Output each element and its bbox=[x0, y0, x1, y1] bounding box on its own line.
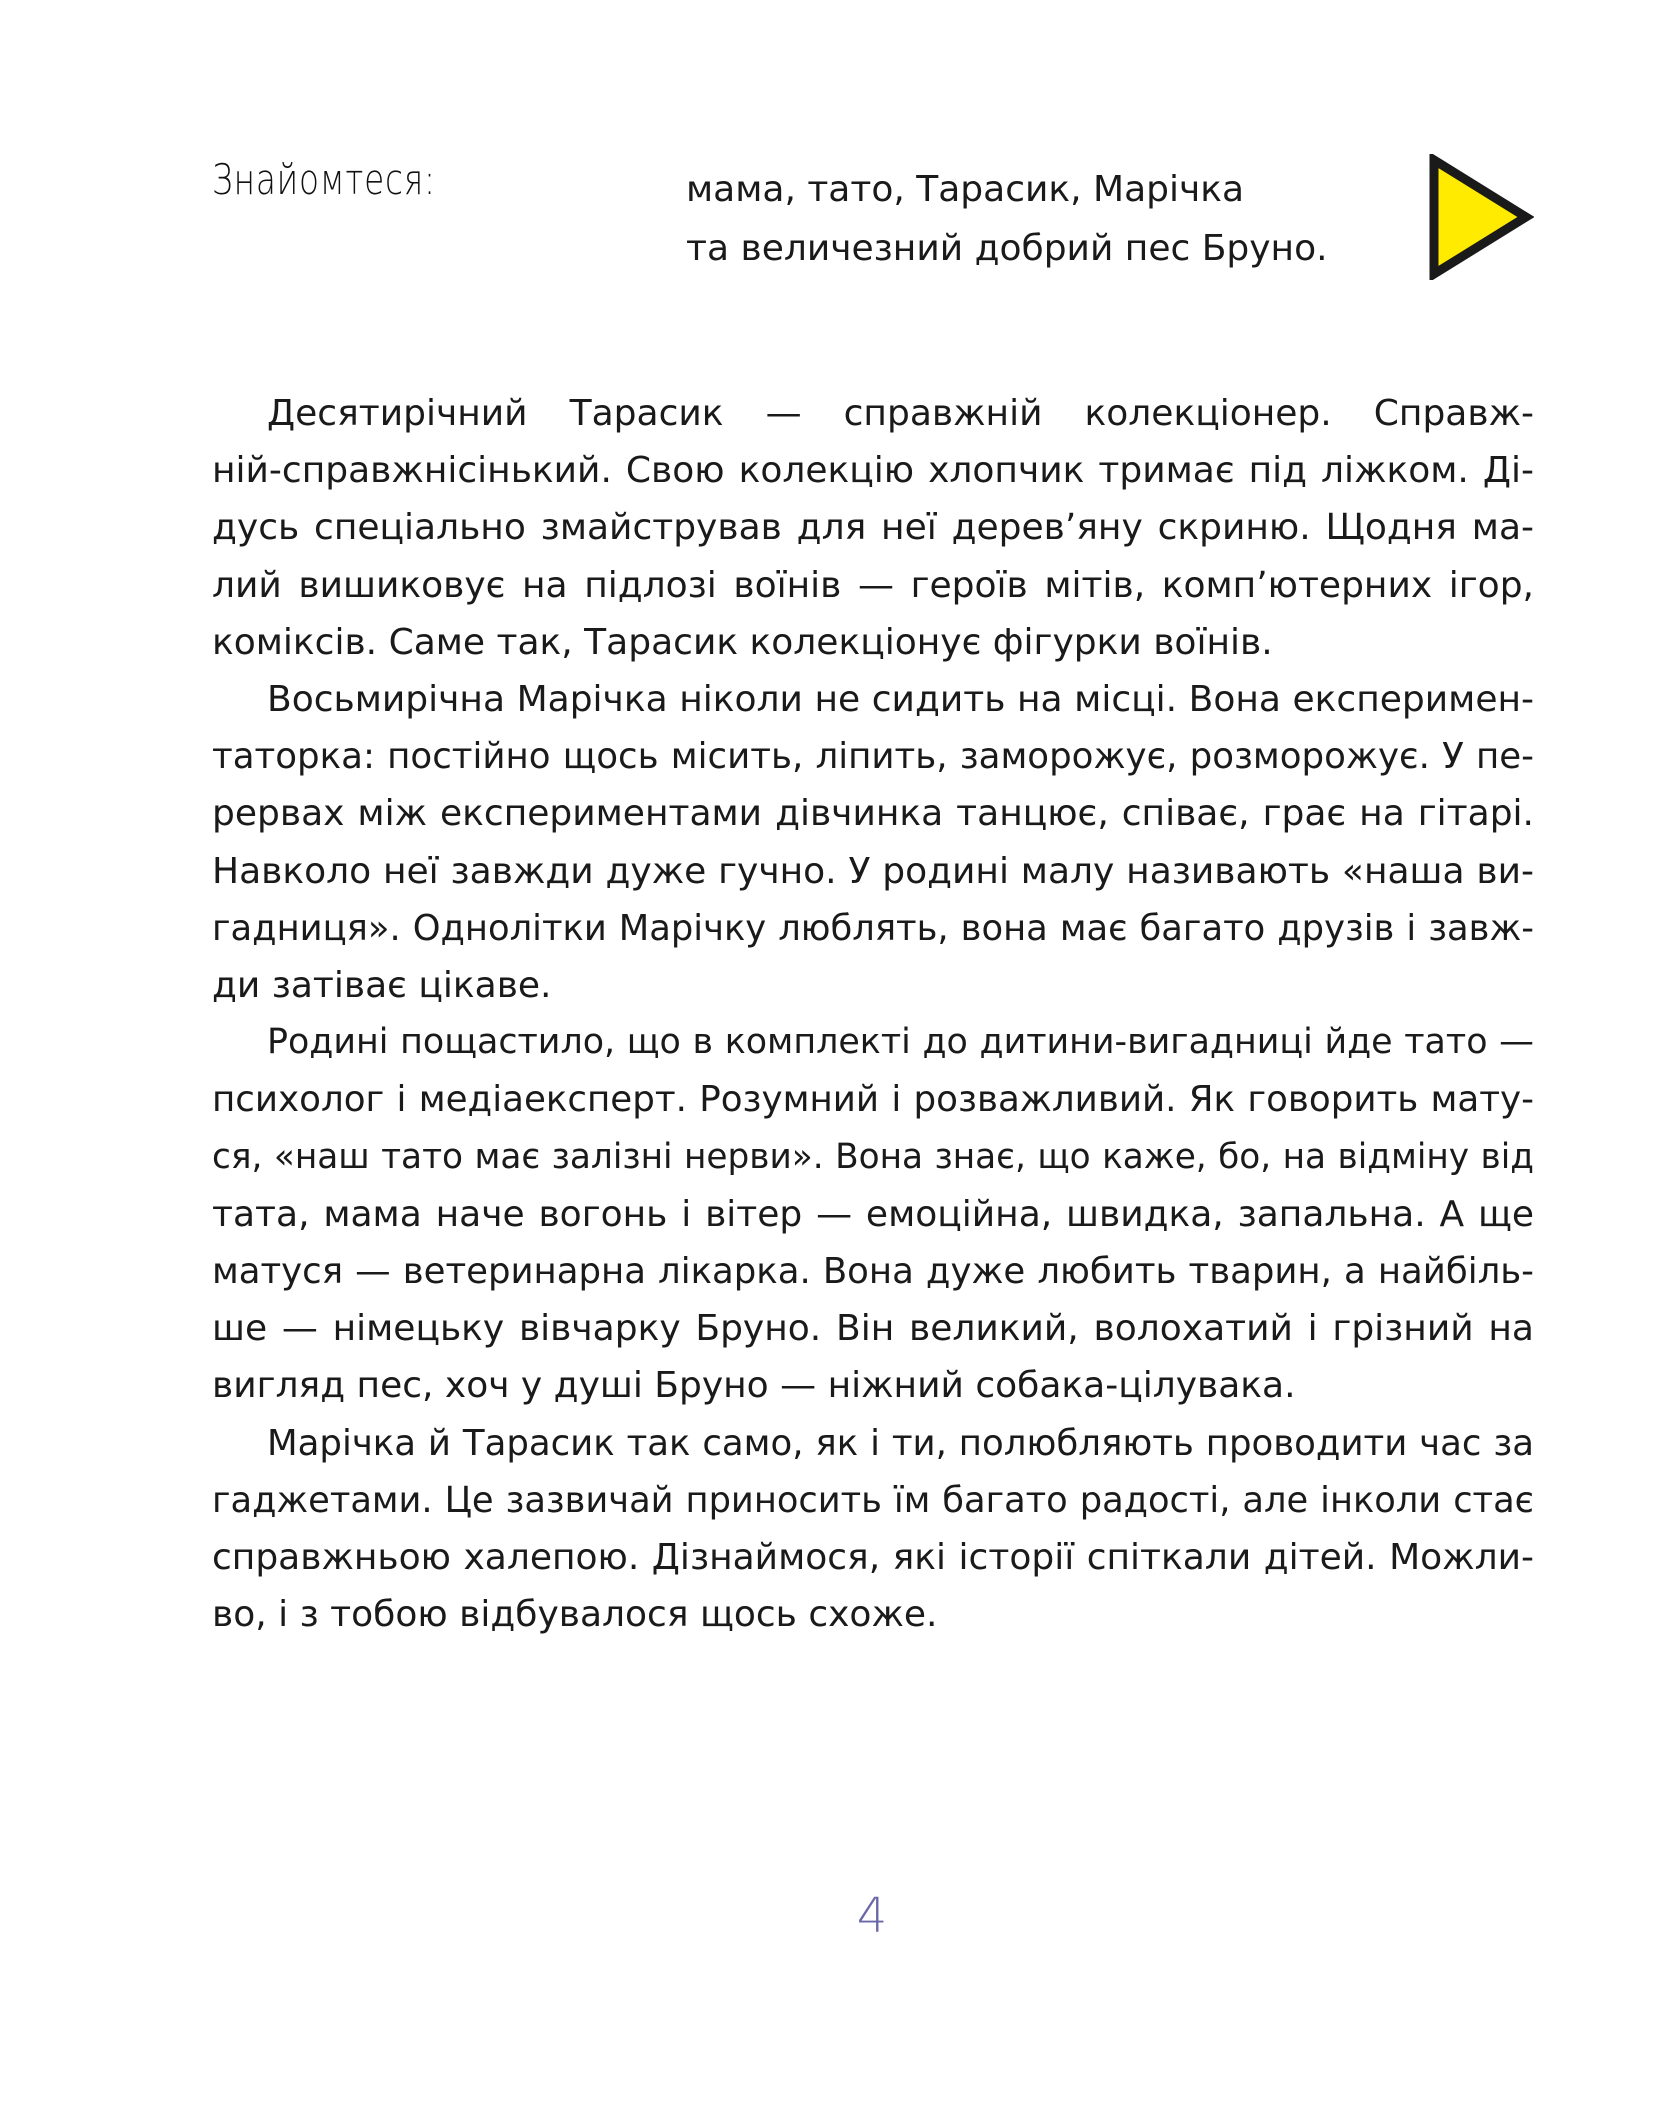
paragraph bbox=[212, 1415, 1534, 1644]
text-line: коміксів. Саме так, Тарасик колекціонує фігурки воїнів. bbox=[212, 621, 1273, 663]
text-line: Восьмирічна Марічка ніколи не сидить на місці. Вона експеримен- bbox=[267, 679, 1534, 721]
text-line: ся, «наш тато має залізні нерви». Вона знає, що каже, бо, на відміну від bbox=[212, 1136, 1534, 1177]
text-line: таторка: постійно щось місить, ліпить, заморожує, розморожує. У пе- bbox=[212, 736, 1534, 778]
text-line: матуся — ветеринарна лікарка. Вона дуже любить тварин, а найбіль- bbox=[212, 1251, 1534, 1293]
text-line: во, і з тобою відбувалося щось схоже. bbox=[212, 1594, 938, 1636]
intro-line: та величезний добрий пес Бруно. bbox=[686, 228, 1328, 269]
text-line: Родині пощастило, що в комплекті до дитини-вигадниці йде тато — bbox=[267, 1022, 1534, 1063]
text-line: тата, мама наче вогонь і вітер — емоційна, швидка, запальна. А ще bbox=[212, 1193, 1534, 1235]
text-line: вигляд пес, хоч у душі Бруно — ніжний собака-цілувака. bbox=[212, 1365, 1296, 1407]
text-line: ди затіває цікаве. bbox=[212, 965, 552, 1007]
paragraph bbox=[212, 1014, 1534, 1414]
intro-cast-list bbox=[686, 160, 1328, 278]
paragraph bbox=[212, 385, 1534, 671]
text-line: лий вишиковує на підлозі воїнів — героїв мітів, комп’ютерних ігор, bbox=[212, 564, 1534, 606]
text-line: дусь спеціально змайстрував для неї дерев’яну скриню. Щодня ма- bbox=[212, 507, 1534, 549]
intro-heading: Знайомтеся: bbox=[212, 155, 436, 204]
text-line: гаджетами. Це зазвичай приносить їм багато радості, але інколи стає bbox=[212, 1479, 1534, 1521]
text-line: рервах між експериментами дівчинка танцює, співає, грає на гітарі. bbox=[212, 793, 1534, 835]
paragraph bbox=[212, 671, 1534, 1014]
arrow-shape bbox=[1434, 160, 1526, 274]
body-text bbox=[212, 385, 1534, 1643]
page-number: 4 bbox=[856, 1888, 888, 1944]
yellow-play-arrow-icon bbox=[1428, 154, 1534, 280]
text-line: Навколо неї завжди дуже гучно. У родині малу називають «наша ви- bbox=[212, 850, 1534, 892]
text-line: Десятирічний Тарасик — справжній колекціонер. Справж- bbox=[267, 393, 1534, 434]
text-line: гадниця». Однолітки Марічку люблять, вона має багато друзів і завж- bbox=[212, 907, 1534, 949]
intro-line: мама, тато, Тарасик, Марічка bbox=[686, 169, 1245, 210]
text-line: справжньою халепою. Дізнаймося, які історії спіткали дітей. Можли- bbox=[212, 1537, 1534, 1579]
text-line: Марічка й Тарасик так само, як і ти, полюбляють проводити час за bbox=[267, 1422, 1534, 1464]
text-line: ше — німецьку вівчарку Бруно. Він великий, волохатий і грізний на bbox=[212, 1308, 1534, 1350]
text-line: психолог і медіаексперт. Розумний і розважливий. Як говорить мату- bbox=[212, 1079, 1534, 1121]
text-line: ній-справжнісінький. Свою колекцію хлопчик тримає під ліжком. Ді- bbox=[212, 450, 1534, 492]
